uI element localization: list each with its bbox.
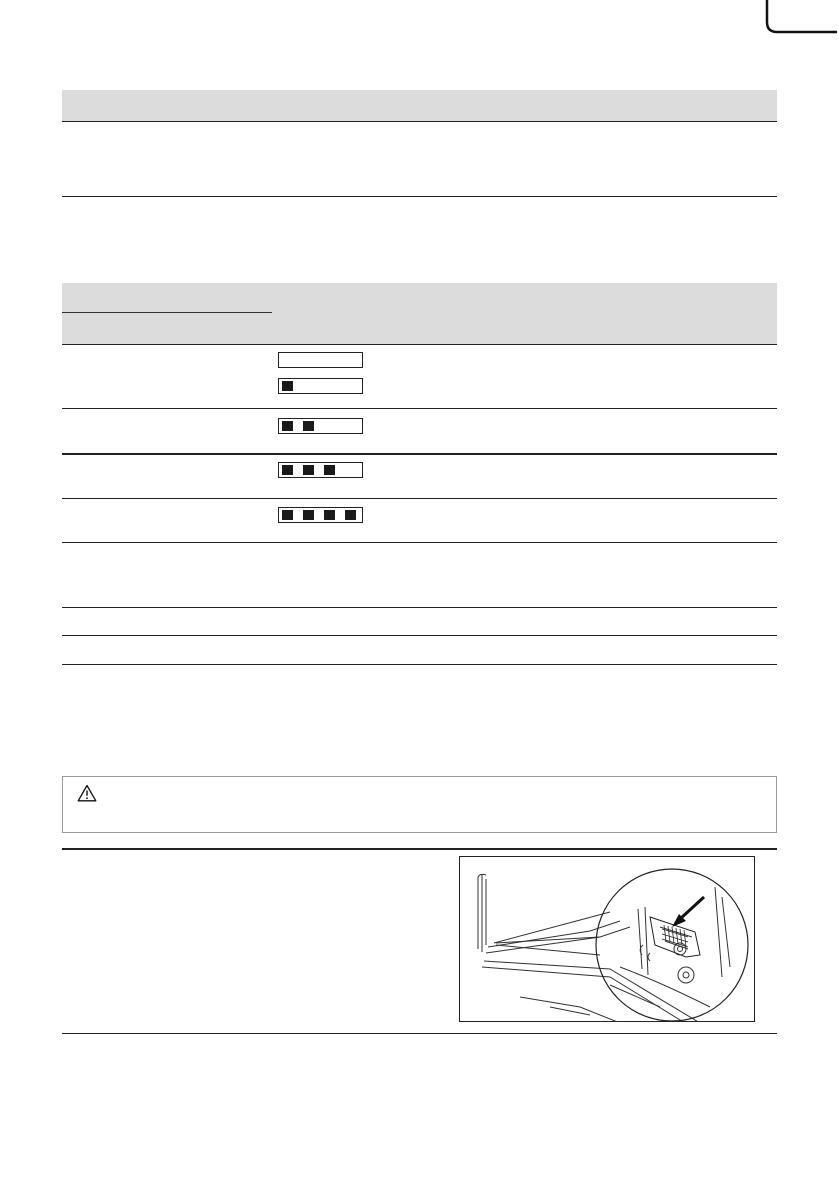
oven-door-hinge-illustration xyxy=(459,856,755,1022)
table-row-rule xyxy=(62,635,777,636)
heat-level-indicator xyxy=(278,462,363,478)
heat-level-indicator xyxy=(278,507,363,523)
step-table-top-rule xyxy=(62,848,777,850)
table-row-rule xyxy=(62,607,777,608)
heat-level-indicator xyxy=(278,378,363,394)
heat-level-indicator xyxy=(278,352,363,368)
table-2-header-rule xyxy=(62,344,777,345)
heat-level-square xyxy=(324,465,335,475)
heat-level-square xyxy=(345,510,356,520)
heat-level-square xyxy=(303,465,314,475)
table-row-rule xyxy=(62,453,777,455)
table-1-header-rule xyxy=(62,121,777,122)
table-row-rule xyxy=(62,408,777,409)
step-table-bottom-rule xyxy=(62,1033,777,1034)
heat-level-square xyxy=(282,510,293,520)
warning-box xyxy=(62,776,777,833)
heat-level-square xyxy=(303,421,314,431)
table-2-bottom-rule xyxy=(62,664,777,665)
heat-level-square xyxy=(282,421,293,431)
heat-level-square xyxy=(282,381,293,391)
warning-triangle-icon xyxy=(77,784,97,802)
heat-level-indicator xyxy=(278,418,363,434)
page-corner-mark-icon xyxy=(765,0,837,44)
heat-level-square xyxy=(282,465,293,475)
table-row-rule xyxy=(62,498,777,499)
hinge-drawing xyxy=(460,857,755,1022)
heat-level-square xyxy=(324,510,335,520)
table-row-rule xyxy=(62,542,777,543)
table-2-header xyxy=(62,283,777,344)
table-1-header xyxy=(62,90,777,121)
heat-level-square xyxy=(303,510,314,520)
table-1-bottom-rule xyxy=(62,196,777,197)
table-2-header-subrule xyxy=(62,312,272,313)
